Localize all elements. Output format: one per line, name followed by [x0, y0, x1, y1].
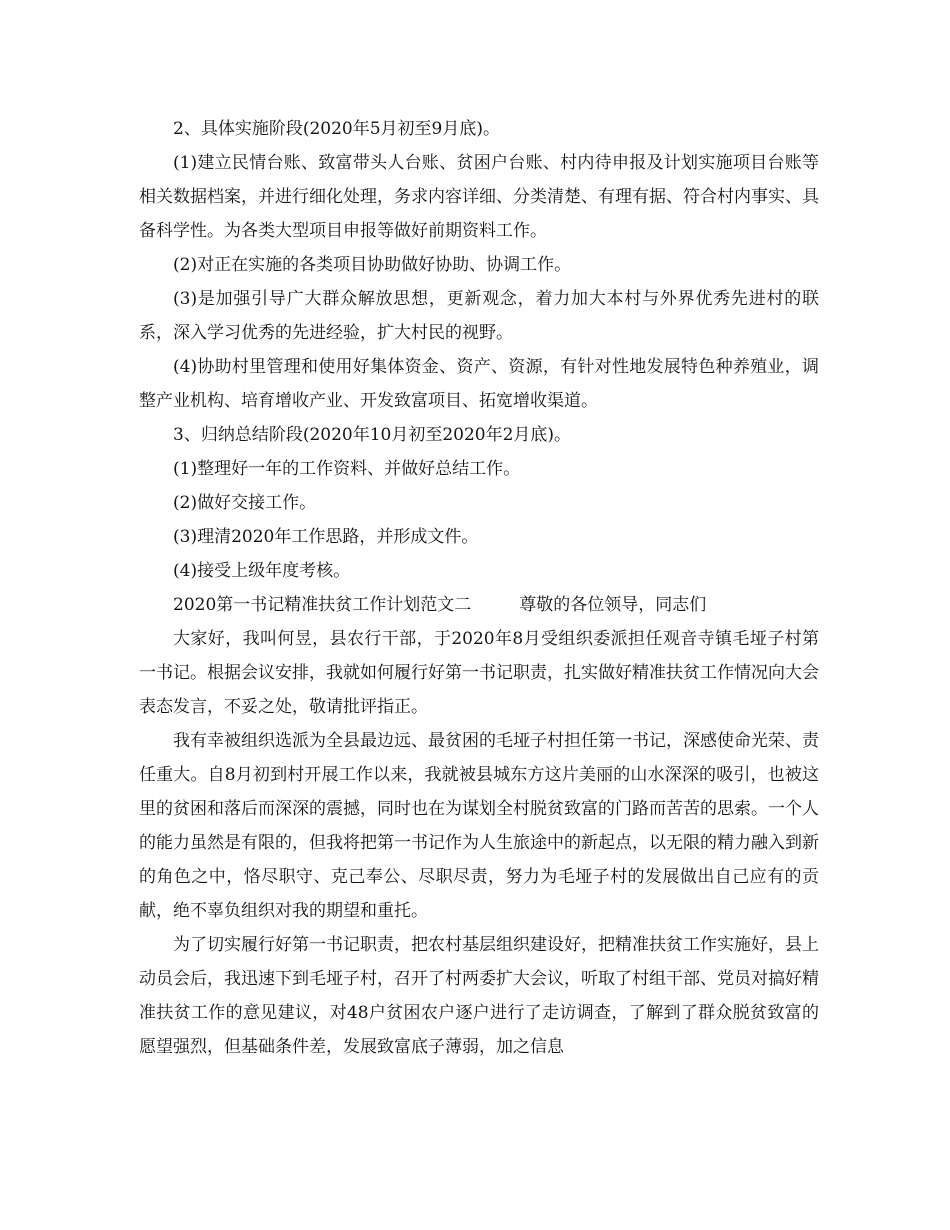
paragraph-stage2-item3: (3)是加强引导广大群众解放思想，更新观念，着力加大本村与外界优秀先进村的联系，深入学习优秀的先进经验，扩大村民的视野。: [139, 289, 819, 343]
speech-paragraph-actions: 为了切实履行好第一书记职责，把农村基层组织建设好，把精准扶贫工作实施好，县上动员会后，我迅速下到毛垭子村，召开了村两委扩大会议，听取了村组干部、党员对搞好精准扶贫工作的意见建议，对48户贫困农户逐户进行了走访调查，了解到了群众脱贫致富的愿望强烈，但基础条件差，发展致富底子薄弱，加之信息: [139, 935, 819, 1057]
paragraph-stage2-item2: (2)对正在实施的各类项目协助做好协助、协调工作。: [173, 255, 572, 275]
paragraph-stage2-heading: 2、具体实施阶段(2020年5月初至9月底)。: [173, 119, 500, 139]
paragraph-stage3-item4: (4)接受上级年度考核。: [173, 561, 351, 581]
speech-paragraph-intro: 大家好，我叫何昱，县农行干部，于2020年8月受组织委派担任观音寺镇毛垭子村第一书记。根据会议安排，我就如何履行好第一书记职责，扎实做好精准扶贫工作情况向大会表态发言，不妥之处，敬请批评指正。: [139, 629, 819, 717]
section-title: 2020第一书记精准扶贫工作计划范文二: [173, 595, 472, 615]
greeting: 尊敬的各位领导，同志们: [519, 595, 707, 615]
paragraph-stage3-heading: 3、归纳总结阶段(2020年10月初至2020年2月底)。: [173, 425, 572, 445]
speech-paragraph-mission: 我有幸被组织选派为全县最边远、最贫困的毛垭子村担任第一书记，深感使命光荣、责任重大。自8月初到村开展工作以来，我就被县城东方这片美丽的山水深深的吸引，也被这里的贫困和落后而深深的震撼，同时也在为谋划全村脱贫致富的门路而苦苦的思索。一个人的能力虽然是有限的，但我将把第一书记作为人生旅途中的新起点，以无限的精力融入到新的角色之中，恪尽职守、克己奉公、尽职尽责，努力为毛垭子村的发展做出自己应有的贡献，绝不辜负组织对我的期望和重托。: [139, 731, 819, 921]
paragraph-stage2-item1: (1)建立民情台账、致富带头人台账、贫困户台账、村内待申报及计划实施项目台账等相关数据档案，并进行细化处理，务求内容详细、分类清楚、有理有据、符合村内事实、具备科学性。为各类大型项目申报等做好前期资料工作。: [139, 153, 819, 241]
section-title-line: [139, 588, 819, 622]
paragraph-stage3-item2: (2)做好交接工作。: [173, 493, 317, 513]
paragraph-stage3-item3: (3)理清2020年工作思路，并形成文件。: [173, 527, 479, 547]
document-body: [139, 112, 819, 1064]
paragraph-stage2-item4: (4)协助村里管理和使用好集体资金、资产、资源，有针对性地发展特色种养殖业，调整产业机构、培育增收产业、开发致富项目、拓宽增收渠道。: [139, 357, 819, 411]
paragraph-stage3-item1: (1)整理好一年的工作资料、并做好总结工作。: [173, 459, 521, 479]
